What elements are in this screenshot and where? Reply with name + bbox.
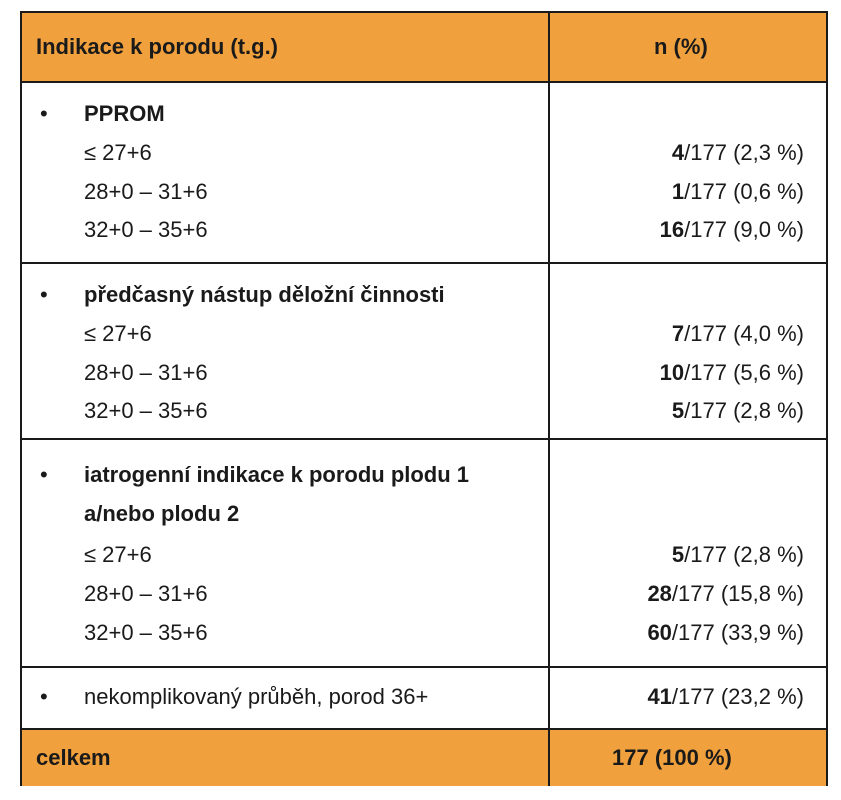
total-label-cell <box>22 730 550 786</box>
range-label: 32+0 – 35+6 <box>84 620 208 645</box>
range-label: 32+0 – 35+6 <box>84 398 208 423</box>
total-value: 177 (100 %) <box>612 745 732 770</box>
value-rest: /177 (2,8 %) <box>684 542 804 567</box>
uncomplicated-label-cell <box>22 668 550 730</box>
table-row-uncomplicated <box>22 666 826 730</box>
value-rest: /177 (5,6 %) <box>684 360 804 385</box>
group-value-cell <box>550 83 826 264</box>
range-label: 28+0 – 31+6 <box>84 179 208 204</box>
group-value-cell <box>550 264 826 440</box>
value-cell <box>672 140 804 166</box>
header-cell-indication <box>22 13 550 81</box>
range-label: ≤ 27+6 <box>84 542 152 567</box>
value-count: 4 <box>671 140 685 165</box>
group-title: PPROM <box>84 101 165 126</box>
table-header-row <box>22 13 826 81</box>
value-cell <box>647 581 804 607</box>
group-title: iatrogenní indikace k porodu plodu 1 <box>84 462 470 487</box>
table-total-row <box>22 728 826 786</box>
value-cell <box>660 360 804 386</box>
group-title: předčasný nástup děložní činnosti <box>84 282 445 307</box>
indication-table <box>20 11 828 786</box>
value-count: 1 <box>671 179 685 204</box>
value-count: 10 <box>659 360 685 385</box>
uncomplicated-value-cell <box>550 668 826 730</box>
value-cell <box>672 398 804 424</box>
bullet: • <box>40 282 48 307</box>
value-cell <box>672 321 804 347</box>
value-count: 28 <box>647 581 672 606</box>
bullet: • <box>40 101 48 126</box>
group-label-cell <box>22 83 550 264</box>
value-count: 7 <box>671 321 685 346</box>
header-cell-n <box>550 13 826 81</box>
value-rest: /177 (23,2 %) <box>671 684 804 709</box>
table-row-pprom <box>22 81 826 264</box>
bullet: • <box>40 684 48 709</box>
total-label: celkem <box>36 745 111 770</box>
uncomplicated-label: nekomplikovaný průběh, porod 36+ <box>84 684 429 709</box>
value-count: 41 <box>647 684 672 709</box>
value-count: 5 <box>671 398 685 423</box>
total-value-cell <box>550 730 826 786</box>
value-rest: /177 (9,0 %) <box>684 217 804 242</box>
value-count: 5 <box>671 542 685 567</box>
range-label: ≤ 27+6 <box>84 140 152 165</box>
header-n-label: n (%) <box>654 34 708 59</box>
bullet: • <box>40 462 48 487</box>
range-label: ≤ 27+6 <box>84 321 152 346</box>
group-title-line2: a/nebo plodu 2 <box>84 501 240 526</box>
value-cell <box>647 684 804 710</box>
value-cell <box>672 542 804 568</box>
group-label-cell <box>22 264 550 440</box>
range-label: 28+0 – 31+6 <box>84 360 208 385</box>
value-cell <box>647 620 804 646</box>
range-label: 28+0 – 31+6 <box>84 581 208 606</box>
range-label: 32+0 – 35+6 <box>84 217 208 242</box>
group-label-cell <box>22 440 550 668</box>
value-rest: /177 (2,8 %) <box>684 398 804 423</box>
value-rest: /177 (4,0 %) <box>684 321 804 346</box>
value-rest: /177 (33,9 %) <box>671 620 804 645</box>
value-cell <box>660 217 804 243</box>
table-row-preterm-labor <box>22 262 826 440</box>
table-row-iatrogenic <box>22 438 826 668</box>
value-count: 60 <box>647 620 672 645</box>
value-cell <box>672 179 804 205</box>
value-rest: /177 (0,6 %) <box>684 179 804 204</box>
value-rest: /177 (2,3 %) <box>684 140 804 165</box>
header-indication-label: Indikace k porodu (t.g.) <box>36 34 279 59</box>
value-rest: /177 (15,8 %) <box>671 581 804 606</box>
value-count: 16 <box>659 217 685 242</box>
group-value-cell <box>550 440 826 668</box>
